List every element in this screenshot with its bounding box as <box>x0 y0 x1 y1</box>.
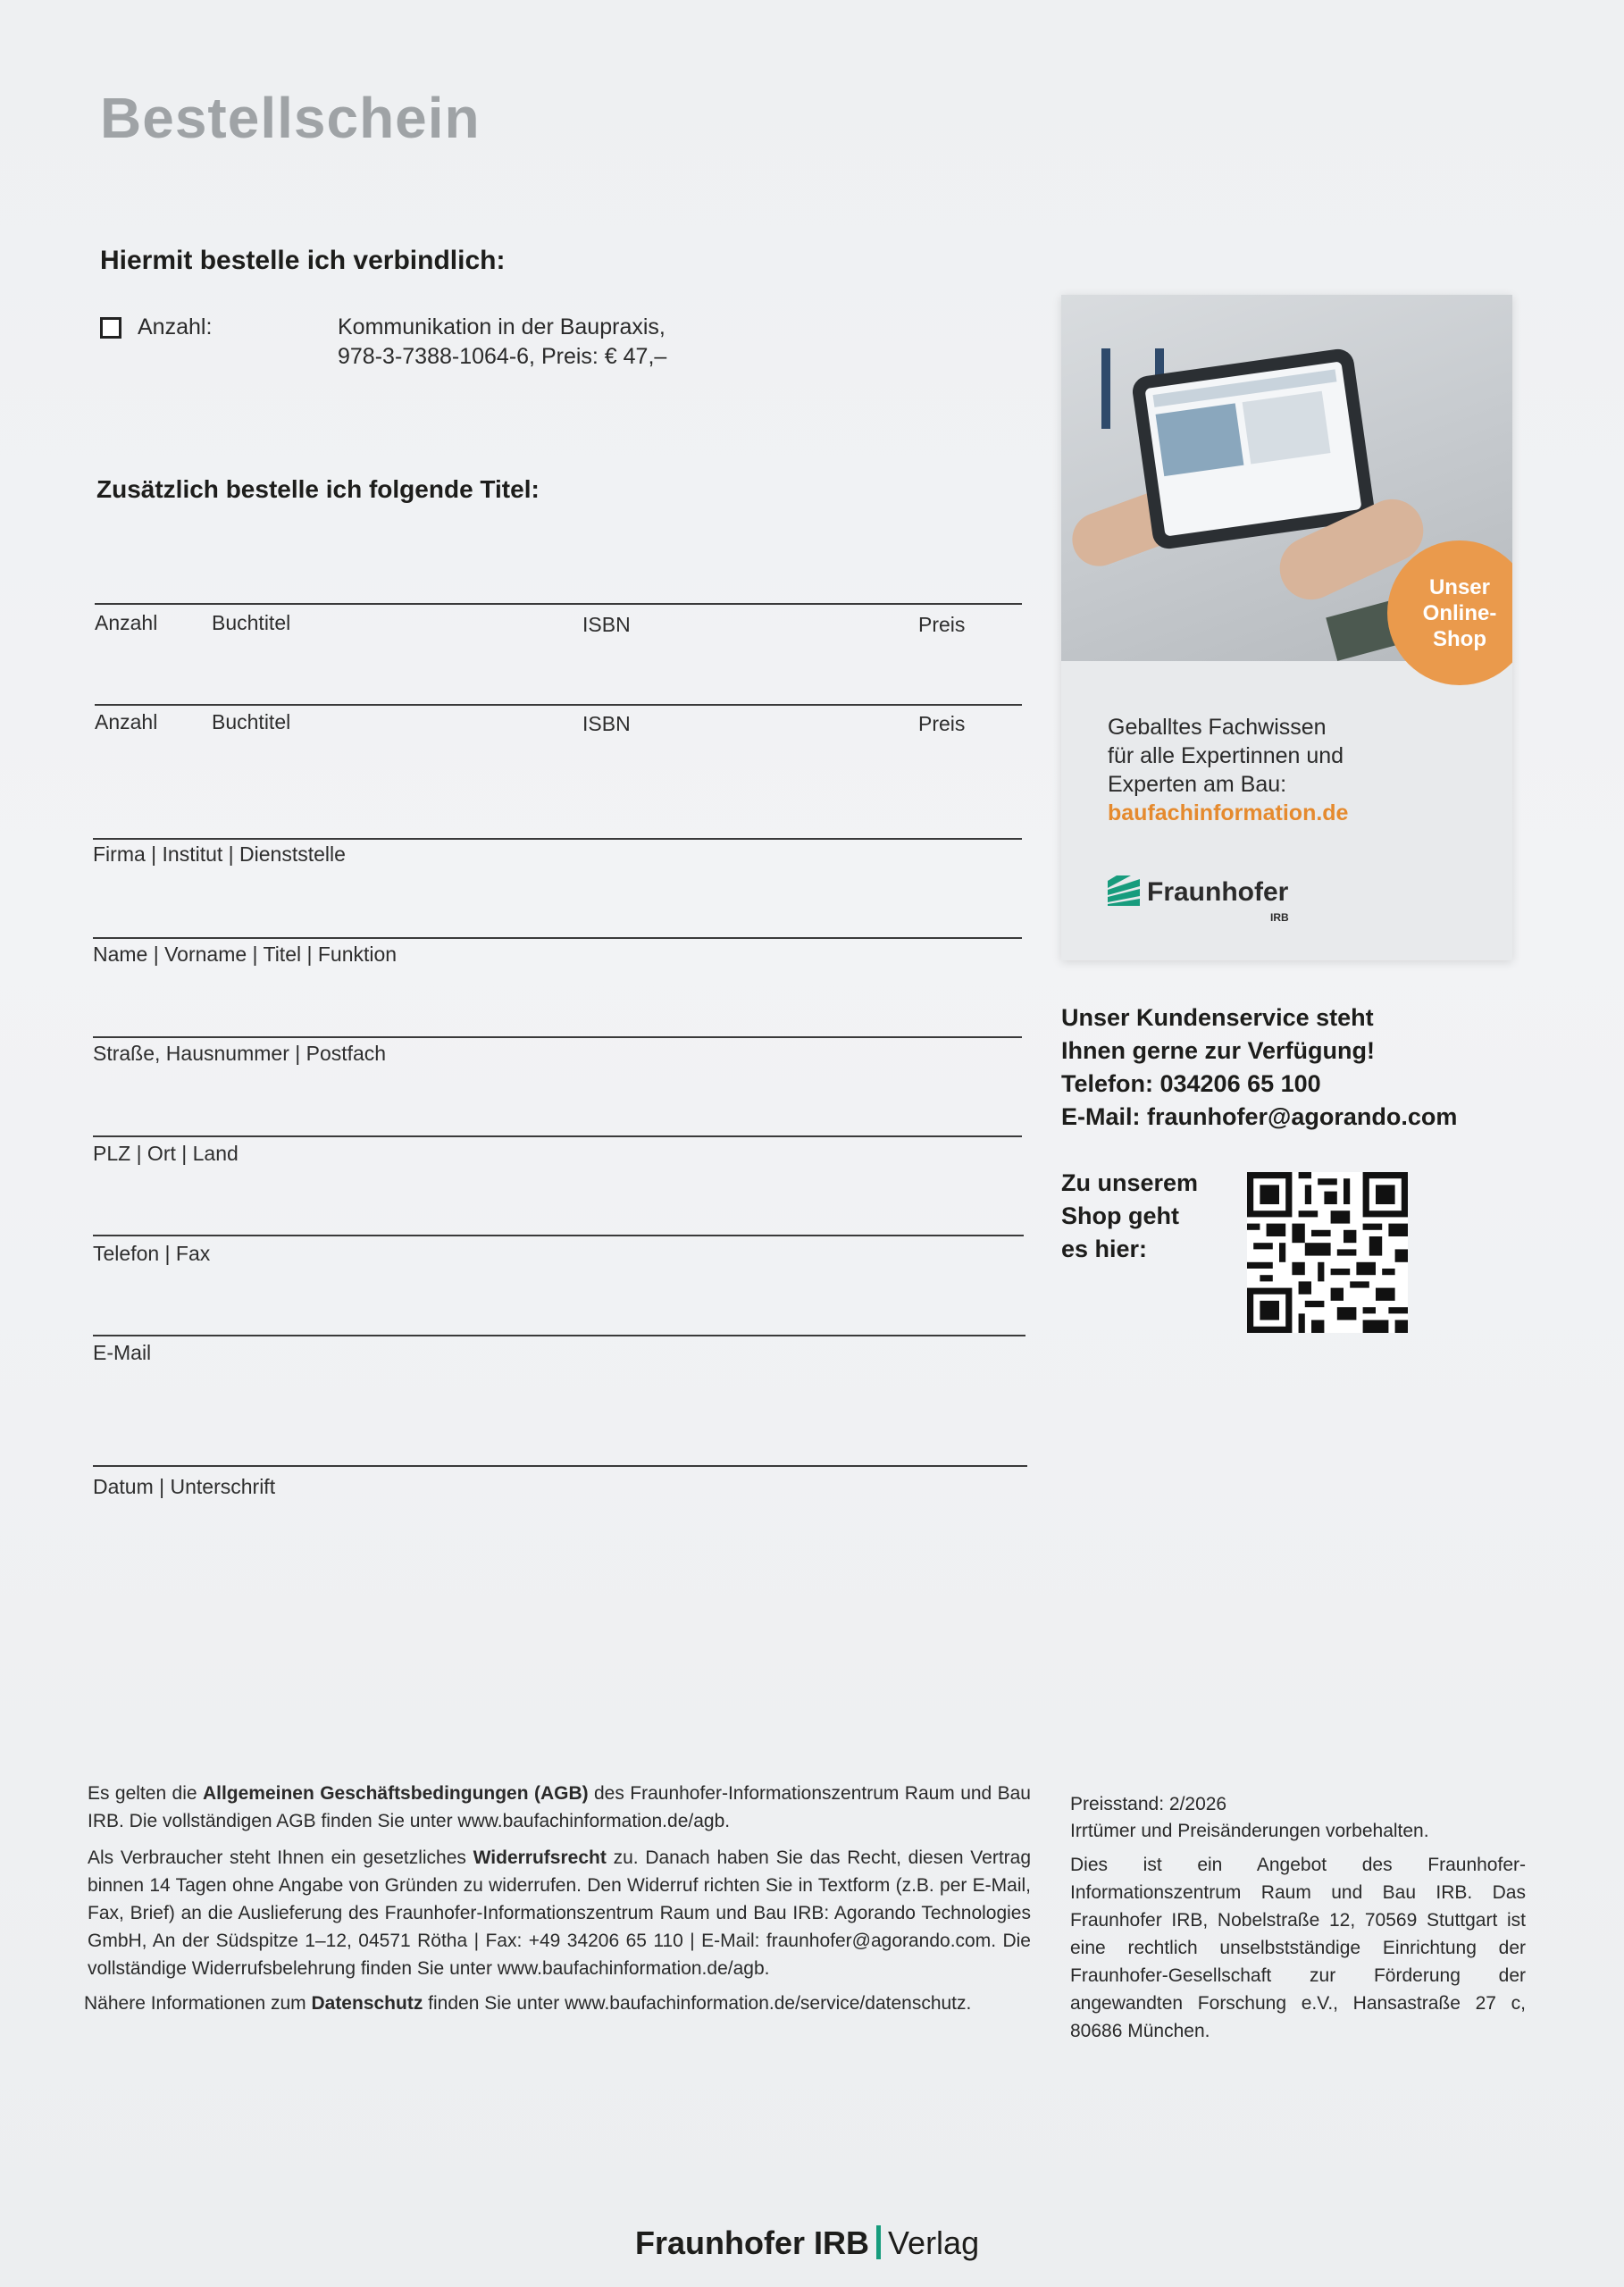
plz-line[interactable] <box>93 1135 1022 1137</box>
row-1-preis-label: Preis <box>918 613 966 636</box>
row-2-preis-label: Preis <box>918 712 966 735</box>
row-1-anzahl-label: Anzahl <box>95 611 158 634</box>
price-disclaimer: Irrtümer und Preisänderungen vorbehalten. <box>1070 1821 1429 1841</box>
service-email[interactable]: E-Mail: fraunhofer@agorando.com <box>1061 1103 1458 1130</box>
additional-row-2-line[interactable] <box>95 704 1022 706</box>
legal-agb: Es gelten die Allgemeinen Geschäftsbedingungen (AGB) des Fraunhofer-Informationszentrum Raum und Bau IRB. Die vollständigen AGB finden Sie unter www.baufachinformation.de/agb. <box>88 1783 1031 1831</box>
legal-widerruf: Als Verbraucher steht Ihnen ein gesetzliches Widerrufsrecht zu. Danach haben Sie das Recht, diesen Vertrag binnen 14 Tagen ohne Angabe von Gründen zu widerrufen. Den Widerruf richten Sie in Textform (z.B. per E-Mail, Fax, Brief) an die Auslieferung des Fraunhofer-Informationszentrum Raum und Bau IRB: Agorando Technologies GmbH, An der Südspitze 1–12, 04571 Rötha | Fax: +49 34206 65 110 | E-Mail: fraunhofer@agorando.com. Die vollständige Widerrufsbelehrung finden Sie unter www.baufachinformation.de/agb. <box>88 1847 1031 1979</box>
shop-qr-code-icon[interactable] <box>1247 1172 1408 1333</box>
legal-angebot: Dies ist ein Angebot des Fraunhofer-Informationszentrum Raum und Bau IRB. Das Fraunhofer IRB, Nobelstraße 12, 70569 Stuttgart ist eine rechtlich unselbstständige Einrichtung der Fraunhofer-Gesellschaft zur Förderung der angewandten Forschung e.V., Hansastraße 27 c, 80686 München. <box>1070 1855 1526 2041</box>
qr-label: Zu unserem Shop geht es hier: <box>1061 1169 1199 1262</box>
page-title: Bestellschein <box>100 86 481 150</box>
signature-line[interactable] <box>93 1465 1027 1467</box>
ad-logo-name: Fraunhofer <box>1147 877 1289 907</box>
ad-link[interactable]: baufachinformation.de <box>1108 800 1349 825</box>
firma-label: Firma | Institut | Dienststelle <box>93 842 346 866</box>
footer-brand: Fraunhofer IRB Verlag <box>635 2224 980 2261</box>
ad-text: Geballtes Fachwissen für alle Expertinnen und Experten am Bau: baufachinformation.de <box>1108 713 1492 827</box>
online-shop-ad[interactable] <box>1061 295 1512 960</box>
fraunhofer-logo-icon <box>1108 875 1140 906</box>
name-line[interactable] <box>93 937 1022 939</box>
brand-separator <box>876 2225 881 2259</box>
phone-line[interactable] <box>93 1235 1024 1236</box>
name-label: Name | Vorname | Titel | Funktion <box>93 942 398 966</box>
email-label: E-Mail <box>93 1341 152 1364</box>
customer-service: Unser Kundenservice steht Ihnen gerne zur Verfügung! Telefon: 034206 65 100 E-Mail: fraunhofer@agorando.com <box>1061 1001 1457 1134</box>
phone-label: Telefon | Fax <box>93 1242 211 1265</box>
street-line[interactable] <box>93 1036 1022 1038</box>
ad-logo-sub: IRB <box>1270 911 1289 924</box>
order-checkbox[interactable] <box>100 317 121 339</box>
row-2-anzahl-label: Anzahl <box>95 710 158 733</box>
order-qty-label: Anzahl: <box>138 314 213 339</box>
row-2-buchtitel-label: Buchtitel <box>212 710 291 733</box>
online-shop-badge[interactable]: Unser Online- Shop <box>1387 540 1512 685</box>
row-1-buchtitel-label: Buchtitel <box>212 611 291 634</box>
order-book-isbn-price: 978-3-7388-1064-6, Preis: € 47,– <box>338 344 667 369</box>
plz-label: PLZ | Ort | Land <box>93 1142 239 1165</box>
service-phone[interactable]: Telefon: 034206 65 100 <box>1061 1070 1321 1097</box>
additional-row-1-line[interactable] <box>95 603 1022 605</box>
firma-line[interactable] <box>93 838 1022 840</box>
row-2-isbn-label: ISBN <box>582 712 631 735</box>
preisstand: Preisstand: 2/2026 <box>1070 1794 1227 1814</box>
email-line[interactable] <box>93 1335 1025 1336</box>
order-heading: Hiermit bestelle ich verbindlich: <box>100 246 506 275</box>
legal-datenschutz: Nähere Informationen zum Datenschutz finden Sie unter www.baufachinformation.de/service/datenschutz. <box>84 1993 972 2014</box>
order-book-title: Kommunikation in der Baupraxis, <box>338 314 666 339</box>
street-label: Straße, Hausnummer | Postfach <box>93 1042 387 1065</box>
signature-label: Datum | Unterschrift <box>93 1475 276 1498</box>
row-1-isbn-label: ISBN <box>582 613 631 636</box>
additional-heading: Zusätzlich bestelle ich folgende Titel: <box>96 475 540 503</box>
